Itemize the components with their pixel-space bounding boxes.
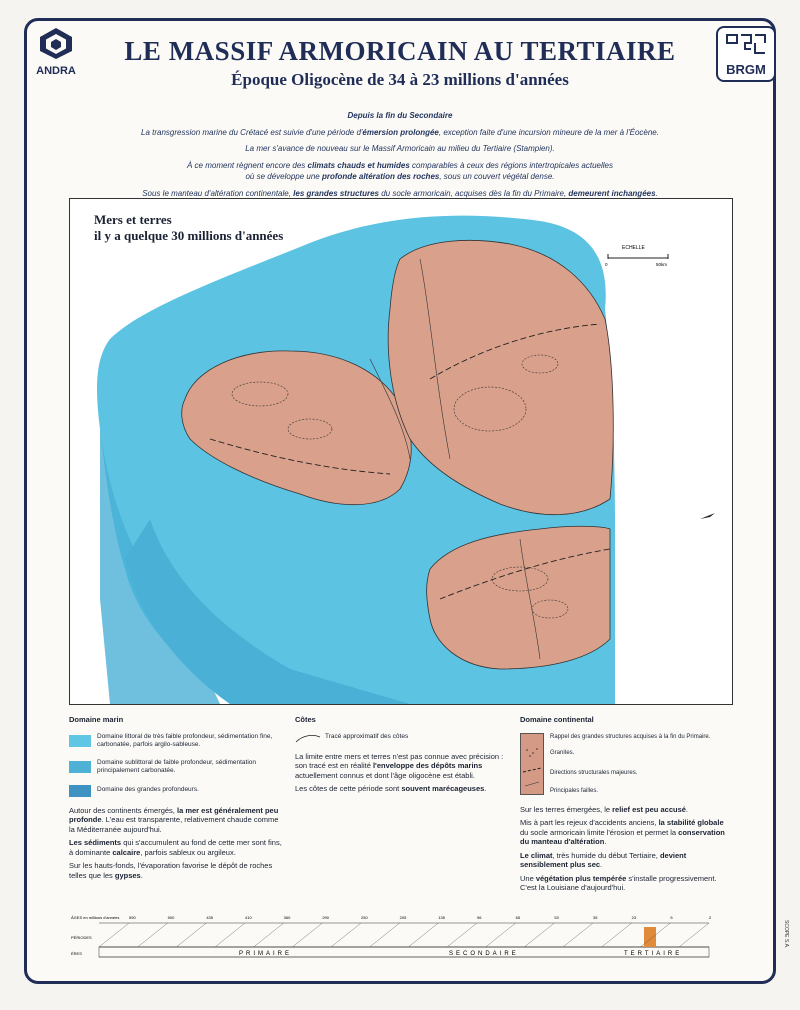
scale-max: 50km [656, 262, 668, 267]
map-title-line-1: Mers et terres [94, 212, 172, 227]
age-tick-label: 205 [399, 915, 407, 920]
continental-legend-block [520, 733, 730, 795]
age-tick-label: 96 [477, 915, 482, 920]
period-divider [292, 923, 322, 947]
row-label-eras: ÈRES [71, 951, 82, 956]
timeline-svg [69, 905, 731, 975]
age-tick-label: 23 [631, 915, 637, 920]
legend-item-trace: Tracé approximatif des côtes [295, 733, 510, 743]
era-secondaire: SECONDAIRE [449, 951, 519, 957]
row-label-periods: PÉRIODES [71, 935, 92, 940]
cotes-text-2: Les côtes de cette période sont souvent marécageuses. [295, 784, 487, 793]
era-tertiaire: TERTIAIRE [624, 951, 683, 957]
era-primaire: PRIMAIRE [239, 951, 293, 957]
age-tick-label: 435 [206, 915, 214, 920]
intro-paragraph-2: La mer s'avance de nouveau sur le Massif Armoricain au milieu du Tertiaire (Stampien). [245, 144, 555, 153]
period-divider [99, 923, 129, 947]
age-tick-label: 65 [515, 915, 521, 920]
legend-item-littoral: Domaine littoral de très faible profondeur, sédimentation fine, carbonatée, parfois argilo-sableuse. [69, 733, 284, 750]
age-tick-label: 250 [361, 915, 368, 920]
period-divider [331, 923, 361, 947]
map-title-line-2: il y a quelque 30 millions d'années [94, 228, 284, 243]
intro-paragraph-4: Sous le manteau d'altération continentale, les grandes structures du socle armoricain, acquises dès la fin du Primaire, demeurent inchangées. [142, 188, 658, 198]
row-label-ages: ÂGES en millions d'années [71, 915, 120, 920]
scale-label: ECHELLE [622, 245, 645, 251]
continental-text-1: Sur les terres émergées, le relief est peu accusé. [520, 804, 689, 814]
continental-symbols-icon [521, 734, 543, 794]
age-tick-label: 410 [245, 915, 252, 920]
age-tick-label: 135 [438, 915, 446, 920]
legend-marin-heading: Domaine marin [69, 715, 124, 724]
period-divider [563, 923, 593, 947]
scale-zero: 0 [605, 262, 608, 267]
period-divider [176, 923, 206, 947]
age-ticks [99, 915, 712, 947]
map-title [94, 212, 283, 244]
legend-cotes-heading: Côtes [295, 715, 316, 724]
brgm-logo-text: BRGM [726, 62, 766, 77]
period-divider [486, 923, 516, 947]
legend-granites: Granites. [550, 749, 575, 756]
period-divider [408, 923, 438, 947]
period-divider [138, 923, 168, 947]
map-frame [69, 198, 733, 705]
swatch-continental [520, 733, 544, 795]
continental-text-3: Le climat, très humide du début Tertiaire, devient sensiblement plus sec. [520, 850, 687, 869]
intro-heading: Depuis la fin du Secondaire [347, 111, 453, 120]
scale-bar [605, 245, 668, 267]
andra-logo [30, 26, 82, 77]
legend-failles: Principales failles. [550, 787, 599, 794]
age-tick-label: 590 [129, 915, 136, 920]
andra-logo-icon [36, 26, 76, 60]
page-subtitle: Époque Oligocène de 34 à 23 millions d'années [231, 70, 569, 89]
age-tick-label: 360 [283, 915, 291, 920]
legend-continental-heading: Domaine continental [520, 715, 594, 724]
marin-text-3: Sur les hauts-fonds, l'évaporation favorise le dépôt de roches telles que les gypses. [69, 861, 273, 880]
age-tick-label: 290 [322, 915, 330, 920]
period-divider [679, 923, 709, 947]
legend-marin [69, 716, 284, 884]
geologic-timeline [69, 905, 731, 975]
north-arrow-icon [700, 513, 715, 519]
period-divider [215, 923, 245, 947]
period-divider [602, 923, 632, 947]
legend-item-profond: Domaine des grandes profondeurs. [69, 785, 284, 797]
cotes-text-1: La limite entre mers et terres n'est pas connue avec précision : son tracé est en réalité l'enveloppe des dépôts marins actuellement connus et dont l'âge oligocène est établi. [295, 751, 504, 780]
intro-paragraph-3: À ce moment règnent encore des climats chauds et humides comparables à ceux des régions intertropicales actuelles où se développe une profonde altération des roches, sous un couvert végétal dense. [187, 160, 613, 181]
marin-text-2: Les sédiments qui s'accumulent au fond de cette mer sont fins, à dominante calcaire, parfois sableux ou argileux. [69, 838, 282, 857]
legend-directions: Directions structurales majeures. [550, 769, 638, 776]
age-tick-label: 2 [709, 915, 712, 920]
paleogeographic-map [70, 199, 732, 704]
intro-paragraph-1: La transgression marine du Crétacé est suivie d'une période d'émersion prolongée, exception faite d'une incursion mineure de la mer à l'Éocène. [141, 127, 659, 137]
swatch-littoral [69, 735, 91, 747]
legend-continental [520, 716, 730, 897]
oligocene-highlight [644, 927, 656, 947]
period-divider [254, 923, 284, 947]
legend-item-sublittoral: Domaine sublittoral de faible profondeur, sédimentation principalement carbonatée. [69, 759, 284, 776]
continental-text-4: Une végétation plus tempérée s'installe progressivement. C'est la Louisiane d'aujourd'hui. [520, 873, 717, 892]
period-divider [447, 923, 477, 947]
marin-text-1: Autour des continents émergés, la mer est généralement peu profonde. L'eau est transparente, relativement chaude comme la Méditerranée aujourd'hui. [69, 805, 279, 834]
period-divider [370, 923, 400, 947]
period-divider [524, 923, 554, 947]
swatch-sublittoral [69, 761, 91, 773]
swatch-profond [69, 785, 91, 797]
page-title: LE MASSIF ARMORICAIN AU TERTIAIRE [124, 36, 676, 66]
credit: SCOPE S.A. [783, 920, 789, 949]
coastline-symbol-icon [295, 733, 321, 743]
legend-cotes [295, 716, 510, 798]
intro-text [70, 110, 730, 204]
age-tick-label: 35 [593, 915, 598, 920]
age-tick-label: 53 [554, 915, 559, 920]
age-tick-label: 5 [670, 915, 673, 920]
brgm-logo-icon [723, 31, 769, 57]
continental-text-2: Mis à part les rejeux d'accidents anciens, la stabilité globale du socle armoricain limite l'érosion et permet la conservation du manteau d'altération. [520, 818, 725, 846]
age-tick-label: 500 [167, 915, 175, 920]
andra-logo-text: ANDRA [36, 65, 76, 77]
brgm-logo [716, 26, 776, 82]
legend-continental-intro: Rappel des grandes structures acquises à la fin du Primaire. [550, 733, 711, 740]
era-band [99, 947, 709, 957]
